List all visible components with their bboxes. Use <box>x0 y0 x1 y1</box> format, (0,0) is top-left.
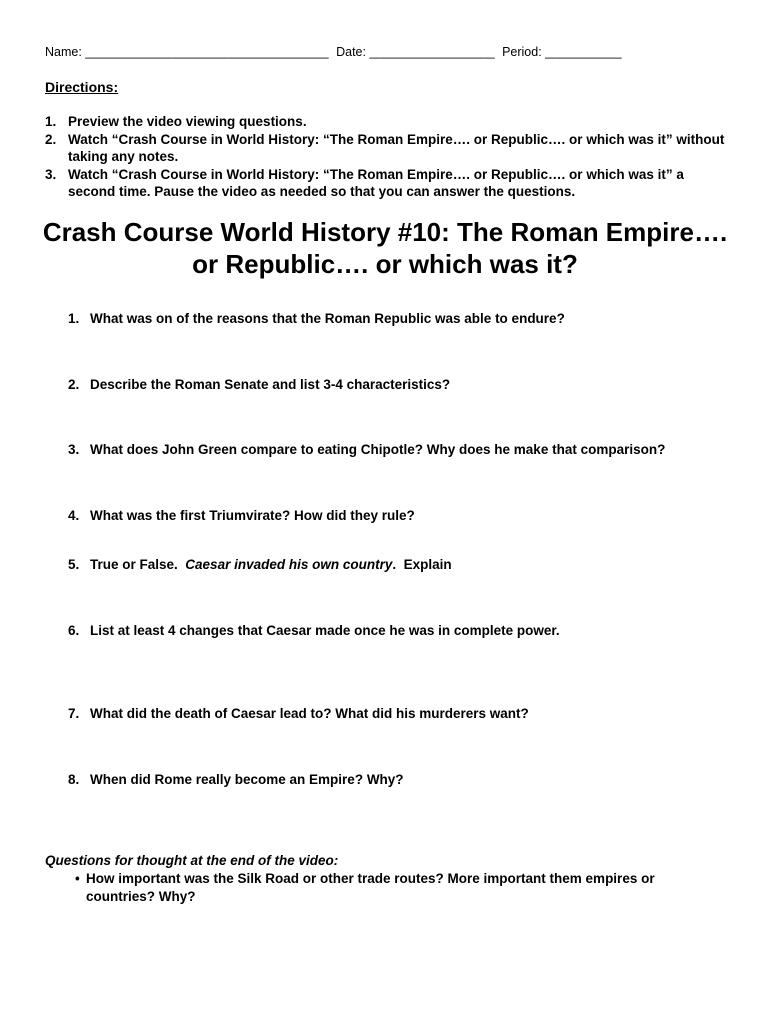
worksheet-title <box>20 216 750 280</box>
question-4 <box>68 508 415 523</box>
question-5 <box>68 557 452 572</box>
question-number: 3. <box>68 442 80 457</box>
thought-question-item <box>75 870 695 905</box>
direction-number: 2. <box>45 131 57 147</box>
question-1 <box>68 311 565 326</box>
direction-number: 1. <box>45 114 57 129</box>
directions-heading: Directions: <box>45 79 119 95</box>
question-2 <box>68 377 450 392</box>
question-number: 1. <box>68 311 80 326</box>
question-prefix: True or False. <box>90 557 186 572</box>
question-text: Describe the Roman Senate and list 3-4 characteristics? <box>90 377 451 392</box>
direction-number: 3. <box>45 166 57 182</box>
question-3 <box>68 442 665 457</box>
question-number: 6. <box>68 623 80 638</box>
question-number: 5. <box>68 557 80 572</box>
direction-text: Watch “Crash Course in World History: “The Roman Empire…. or Republic…. or which was it” a second time. Pause the video as needed so that you can answer the questions. <box>68 166 684 199</box>
thought-questions-heading: Questions for thought at the end of the video: <box>45 853 339 868</box>
thought-questions-list <box>75 870 695 905</box>
question-number: 2. <box>68 377 80 392</box>
title-line-1: Crash Course World History #10: The Roman Empire…. <box>42 217 728 247</box>
direction-text: Preview the video viewing questions. <box>68 114 307 129</box>
direction-item <box>45 166 725 201</box>
question-text: What was on of the reasons that the Roman Republic was able to endure? <box>90 311 565 326</box>
title-line-2: or Republic…. or which was it? <box>192 249 578 279</box>
question-number: 7. <box>68 706 80 721</box>
question-italic-statement: Caesar invaded his own country <box>185 557 393 572</box>
question-number: 8. <box>68 772 80 787</box>
name-field[interactable]: Name: ___________________________________ <box>45 45 329 59</box>
direction-item <box>45 131 725 166</box>
bullet-icon: • <box>75 871 80 886</box>
question-text: What does John Green compare to eating Chipotle? Why does he make that comparison? <box>90 442 666 457</box>
date-field[interactable]: Date: __________________ <box>336 45 495 59</box>
direction-text: Watch “Crash Course in World History: “The Roman Empire…. or Republic…. or which was it” without taking any notes. <box>68 131 725 164</box>
directions-list <box>45 113 725 201</box>
question-suffix: . Explain <box>392 557 452 572</box>
period-field[interactable]: Period: ___________ <box>502 45 622 59</box>
question-text: When did Rome really become an Empire? Why? <box>90 772 404 787</box>
header-fields <box>45 45 622 59</box>
question-7 <box>68 706 529 721</box>
question-text: List at least 4 changes that Caesar made once he was in complete power. <box>90 623 560 638</box>
question-text: What did the death of Caesar lead to? What did his murderers want? <box>90 706 529 721</box>
question-number: 4. <box>68 508 80 523</box>
thought-question-text: How important was the Silk Road or other trade routes? More important them empires or countries? Why? <box>86 871 655 904</box>
question-8 <box>68 772 404 787</box>
question-6 <box>68 623 560 638</box>
direction-item <box>45 113 725 131</box>
question-text: What was the first Triumvirate? How did they rule? <box>90 508 415 523</box>
